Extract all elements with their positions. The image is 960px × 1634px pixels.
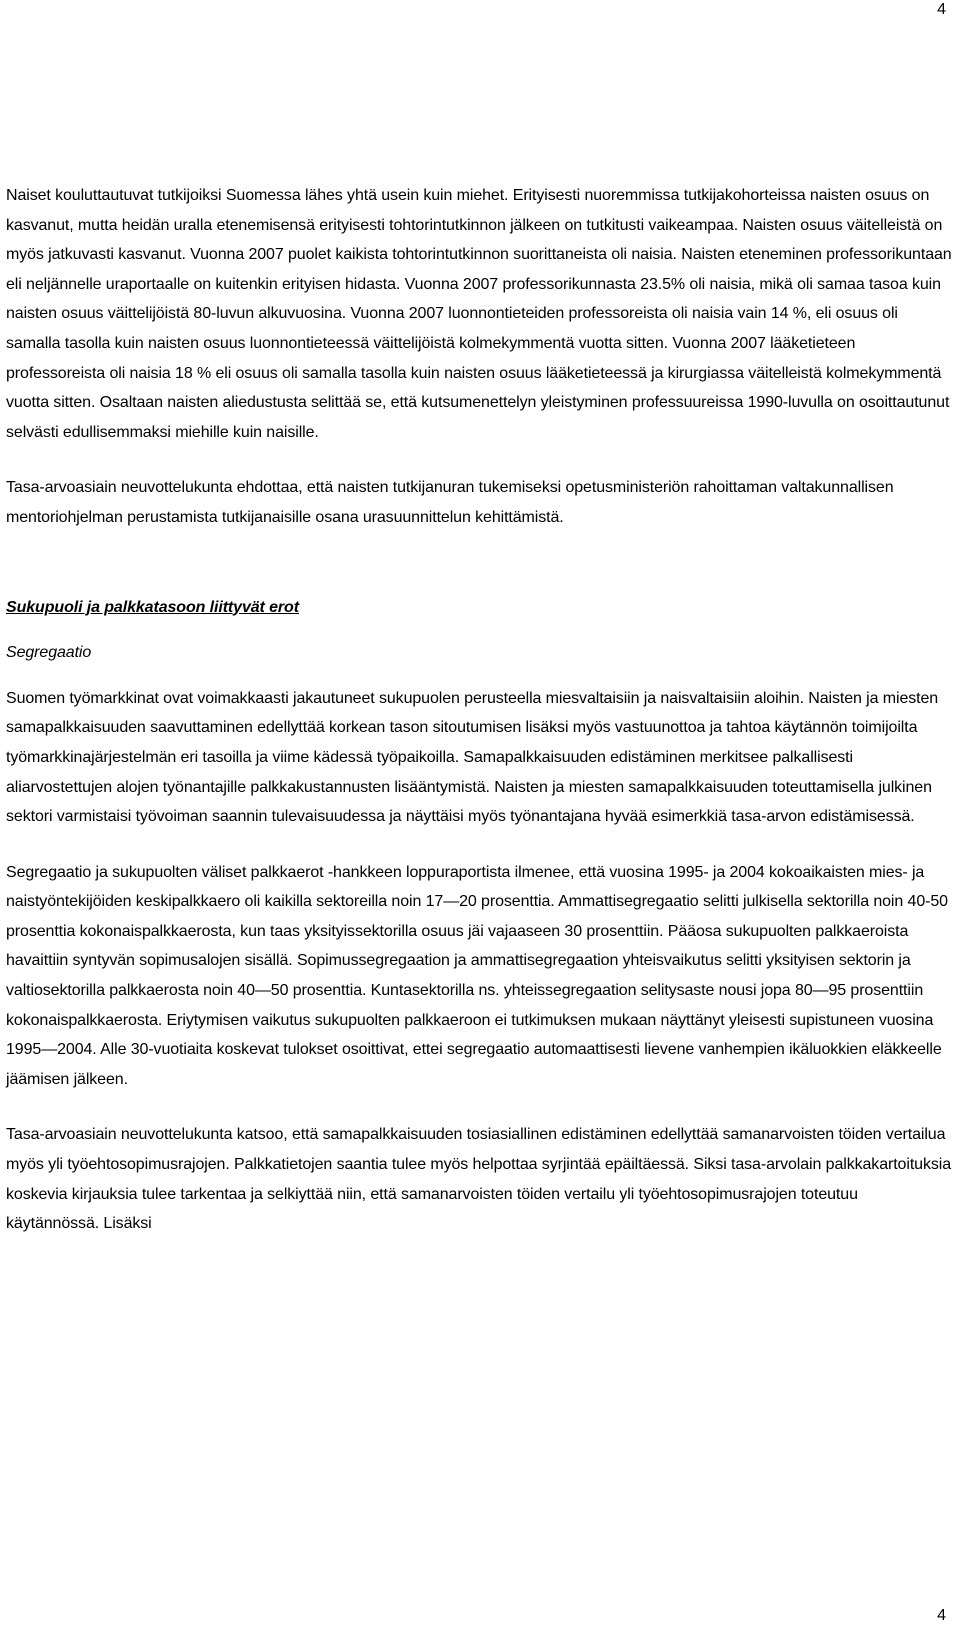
section-heading: Sukupuoli ja palkkatasoon liittyvät erot [6, 598, 299, 616]
page-number-bottom: 4 [937, 1607, 946, 1624]
page-number-top: 4 [937, 1, 946, 18]
section-subheading: Segregaatio [6, 644, 92, 662]
paragraph-mentoring-proposal: Tasa-arvoasiain neuvottelukunta ehdottaa, että naisten tutkijanuran tukemiseksi opetusministeriön rahoittaman valtakunnallisen mentoriohjelman perustamista tutkijanaisille osana urasuunnittelun kehittämistä. [6, 479, 894, 526]
paragraph-labour-market: Suomen työmarkkinat ovat voimakkaasti jakautuneet sukupuolen perusteella miesvaltaisiin ja naisvaltaisiin aloihin. Naisten ja miesten samapalkkaisuuden saavuttaminen edellyttää korkean tason sitoutumisen lisäksi myös vastuunottoa ja tahtoa käytännön toimijoilta työmarkkinajärjestelmän eri tasoilla ja viime kädessä työpaikoilla. Samapalkkaisuuden edistäminen merkitsee palkallisesti aliarvostettujen alojen työnantajille palkkakustannusten lisääntymistä. Naisten ja miesten samapalkkaisuuden toteuttamisella julkinen sektori varmistaisi työvoiman saannin tulevaisuudessa ja näyttäisi myös työnantajana hyvää esimerkkiä tasa-arvon edistämisessä. [6, 689, 939, 826]
paragraph-equal-pay-proposal: Tasa-arvoasiain neuvottelukunta katsoo, että samapalkkaisuuden tosiasiallinen edistäminen edellyttää samanarvoisten töiden vertailua myös yli työehtosopimusrajojen. Palkkatietojen saantia tulee myös helpottaa syrjintää epäiltäessä. Siksi tasa-arvolain palkkakartoituksia koskevia kirjauksia tulee tarkentaa ja selkiyttää niin, että samanarvoisten töiden vertailu yli työehtosopimusrajojen toteutuu käytännössä. Lisäksi [6, 1126, 952, 1233]
paragraph-researchers: Naiset kouluttautuvat tutkijoiksi Suomessa lähes yhtä usein kuin miehet. Erityisesti nuoremmissa tutkijakohorteissa naisten osuus on kasvanut, mutta heidän uralla etenemisensä erityisesti tohtorintutkinnon jälkeen on tutkitusti vaikeampaa. Naisten osuus väitelleistä on myös jatkuvasti kasvanut. Vuonna 2007 puolet kaikista tohtorintutkinnon suorittaneista oli naisia. Naisten eteneminen professorikuntaan eli neljännelle uraportaalle on kuitenkin erityisen hidasta. Vuonna 2007 professorikunnasta 23.5% oli naisia, mikä oli samaa tasoa kuin naisten osuus väittelijöistä 80-luvun alkuvuosina. Vuonna 2007 luonnontieteiden professoreista oli naisia vain 14 %, eli osuus oli samalla tasolla kuin naisten osuus luonnontieteessä väittelijöistä kolmekymmentä vuotta sitten. Vuonna 2007 lääketieteen professoreista oli naisia 18 % eli osuus oli samalla tasolla kuin naisten osuus lääketieteessä ja kirurgiassa väitelleistä kolmekymmentä vuotta sitten. Osaltaan naisten aliedustusta selittää se, että kutsumenettelyn yleistyminen professuureissa 1990-luvulla on osoittautunut selvästi edullisemmaksi miehille kuin naisille. [6, 187, 952, 441]
document-body [6, 181, 954, 1239]
paragraph-segregation-report: Segregaatio ja sukupuolten väliset palkkaerot -hankkeen loppuraportista ilmenee, että vuosina 1995- ja 2004 kokoaikaisten mies- ja naistyöntekijöiden keskipalkkaero oli kaikilla sektoreilla noin 17—20 prosenttia. Ammattisegregaatio selitti julkisella sektorilla noin 40-50 prosenttia kokonaispalkkaerosta, kun taas yksityissektorilla osuus jäi vajaaseen 30 prosenttiin. Pääosa sukupuolten palkkaeroista havaittiin syntyvän sopimusalojen sisällä. Sopimussegregaation ja ammattisegregaation yhteisvaikutus selitti yksityisen sektorin ja valtiosektorilla palkkaerosta noin 40—50 prosenttia. Kuntasektorilla ns. yhteissegregaation selitysaste nousi jopa 80—95 prosenttiin kokonaispalkkaerosta. Eriytymisen vaikutus sukupuolten palkkaeroon ei tutkimuksen mukaan näyttänyt yleisesti supistuneen vuosina 1995—2004. Alle 30-vuotiaita koskevat tulokset osoittivat, ettei segregaatio automaattisesti lievene vanhempien ikäluokkien eläkkeelle jäämisen jälkeen. [6, 863, 948, 1088]
